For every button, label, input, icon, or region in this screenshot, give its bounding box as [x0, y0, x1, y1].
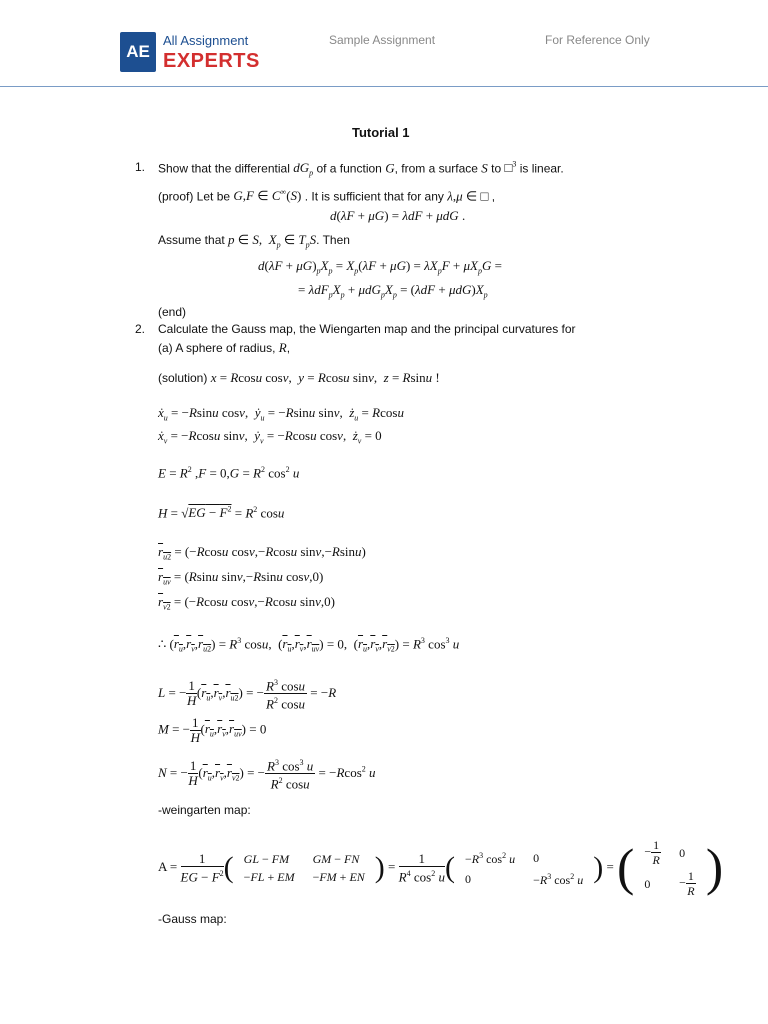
logo-text-bottom: EXPERTS — [163, 50, 260, 72]
gauss-map-label: -Gauss map: — [158, 912, 227, 926]
r-uv-vector: $r_{uv} = (Rsinu$ sinv,−Rsinu cosv,0) — [158, 569, 324, 587]
sample-assignment-label: Sample Assignment — [329, 33, 436, 47]
n-equation: N = − $\frac{1}{H}$ $(r_u,r_v,r_{v2})$ = − $\frac{R^3 \cos^3 u}{R^2 \cos u}$ = −Rcos$^2$ u — [158, 758, 376, 792]
page-title: Tutorial 1 — [352, 125, 410, 140]
r-uu-vector: $r_{u2} = (-Rcosu$ cosv,−Rcosu sinv,−Rsinu) — [158, 544, 366, 562]
header-divider — [0, 86, 768, 87]
problem-2-number: 2. — [135, 322, 146, 336]
h-equation: $H = √EG - F^2 = R^2$ cosu — [158, 505, 285, 521]
logo-mark: AE — [120, 32, 156, 72]
l-equation: L = − $\frac{1}{H}$ $(r_u,r_v,r_{u2})$ = − $\frac{R^3 \cos u}{R^2 \cos u}$ = −R — [158, 678, 337, 712]
r-vv-vector: $r_{v2} = (-Rcosu$ cosv,−Rcosu sinv,0) — [158, 594, 335, 612]
problem-2-part-a: (a) A sphere of radius, R, — [158, 340, 291, 355]
linearity-equation: d(λF + μG) = λdF + μdG . — [330, 208, 466, 223]
reference-only-label: For Reference Only — [545, 33, 650, 47]
partial-v-line: ẋ$_v$ = −Rcosu sinv, ẏ$_v$ = −Rcosu cosv, $ż_v = 0$ — [158, 428, 382, 446]
proof-end: (end) — [158, 305, 187, 319]
first-fundamental-form: $E = R^2$ $,F = 0,G = R^2$ $\cos^2 u$ — [158, 465, 300, 481]
derivation-line-1: $d(\lambda F + \mu G)_pX_p = X_p(\lambda F + \mu G) = \lambda X_pF + \mu X_pG$ = — [258, 258, 502, 276]
partial-u-line: ẋ$_u$ = −Rsinu cosv, ẏ$_u$ = −Rsinu sinv, $ż_u = Rcosu$ — [158, 405, 404, 423]
assume-line: Assume that p ∈ S, $X_p$ ∈ $T_pS$. Then — [158, 232, 350, 250]
weingarten-matrix-equation: A = $\frac{1}{EG - F^2}$ ( GL − FM GM − FN −FL + EM −FM + EN ) = $\frac{1}{R^4 \cos^2 u}$ ( $-R^3$ $\cos^2 u$ 0 0 $-R^3$ $\cos^2 u$ ) = ( − $\frac{1}{R}$ 0 0 − $\frac{1}{R}$ ) — [158, 838, 724, 898]
problem-2-statement: Calculate the Gauss map, the Wiengarten map and the principal curvatures for — [158, 322, 576, 336]
weingarten-label: -weingarten map: — [158, 803, 251, 817]
triple-products-line: ∴ $(r_u,r_v,r_{u2}) = R^3$ cosu, $(r_u,r_v,r_{uv}) = 0$, $(r_u,r_v,r_{v2}) = R^3$ $\cos^3 u$ — [158, 636, 460, 654]
logo-text-top: All Assignment — [163, 33, 249, 48]
m-equation: M = − $\frac{1}{H}$ $(r_u,r_v,r_{uv}) = 0$ — [158, 715, 267, 745]
derivation-line-2: = $\lambda dF_pX_p + \mu dG_pX_p = (\lambda dF + \mu dG)X_p$ — [298, 282, 488, 300]
problem-1-statement: Show that the differential $dG_p$ of a function G, from a surface S to □$^3$ is linear. — [158, 160, 564, 178]
proof-line: (proof) Let be G,F ∈ C∞(S) . It is sufficient that for any λ,μ ∈ □ , — [158, 188, 496, 204]
problem-1-number: 1. — [135, 160, 146, 174]
solution-line: (solution) x = Rcosu cosv, y = Rcosu sinv, z = Rsinu ! — [158, 370, 440, 385]
